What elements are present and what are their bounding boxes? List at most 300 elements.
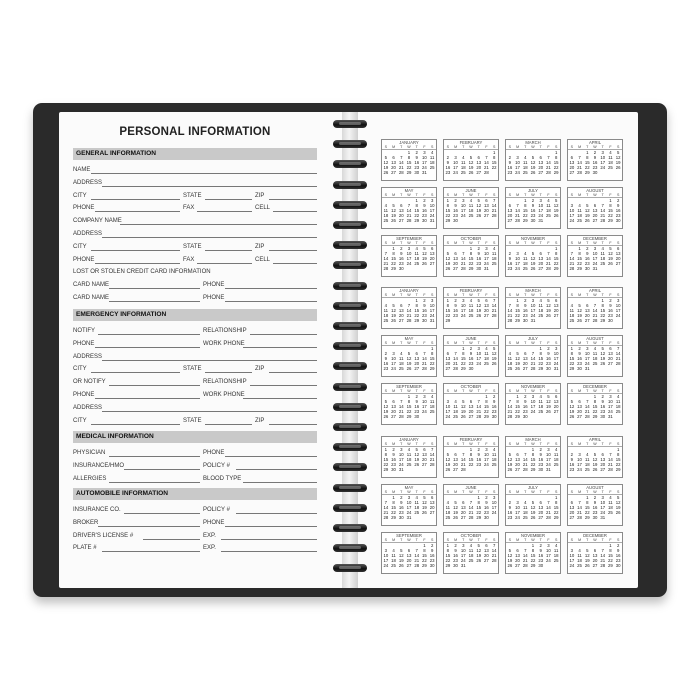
day-grid: 1 2 3 4 5 6 7 8 9 10 11 12 13 14 15 16 17 18 19 20 21 22 23 24 25 26 27 28 29 30 31 [569,246,621,272]
field-line[interactable] [109,456,200,457]
form-row [73,529,317,541]
weekday-header: S M T W T F S [444,193,498,198]
month-calendar [443,287,499,329]
field-label: INSURANCE/HMO [73,462,125,469]
month-name: JANUARY [399,437,419,442]
day-grid: 1 2 3 4 5 6 7 8 9 10 11 12 13 14 15 16 17 18 19 20 21 22 23 24 25 26 27 28 29 [507,150,559,176]
coil-loop [333,443,367,451]
coil-loop [333,484,367,492]
weekday-header: S M T W T F S [506,145,560,150]
day-grid: 1 2 3 4 5 6 7 8 9 10 11 12 13 14 15 16 17 18 19 20 21 22 23 24 25 26 27 28 29 [383,346,435,372]
month-calendar [505,484,561,526]
month-name: OCTOBER [460,236,482,241]
field-line[interactable] [225,456,318,457]
field-label: STATE [183,366,202,373]
month-calendar [567,532,623,574]
field-label: PHONE [203,450,225,456]
form-row [73,516,317,528]
month-calendar [567,187,623,229]
month-name: JANUARY [399,140,419,145]
weekday-header: S M T W T F S [506,193,560,198]
field-label: EXP. [203,532,216,539]
form-row [73,291,317,303]
month-name: MAY [404,336,414,341]
form-row [73,337,317,349]
day-grid: 1 2 3 4 5 6 7 8 9 10 11 12 13 14 15 16 17 18 19 20 21 22 23 24 25 26 27 28 29 30 31 [383,198,435,224]
field-label: PHONE [73,392,95,398]
coil-loop [333,201,367,209]
field-label: FAX [183,256,195,263]
field-label: PHONE [203,282,225,289]
field-line[interactable] [273,211,317,212]
coil-loop [333,181,367,189]
coil-loop [333,241,367,249]
form-row [73,176,317,188]
coil-loop [333,342,367,350]
month-calendar [443,335,499,377]
month-name: MAY [404,485,414,490]
field-label: POLICY # [203,462,230,469]
form-row [73,214,317,226]
month-calendar [443,484,499,526]
month-name: JULY [528,336,538,341]
field-label: FAX [183,205,195,212]
weekday-header: S M T W T F S [506,341,560,346]
day-grid: 1 2 3 4 5 6 7 8 9 10 11 12 13 14 15 16 17 18 19 20 21 22 23 24 25 26 27 28 29 30 31 [383,447,435,473]
day-grid: 1 2 3 4 5 6 7 8 9 10 11 12 13 14 15 16 17 18 19 20 21 22 23 24 25 26 27 28 29 30 31 [445,543,497,569]
month-name: MARCH [525,140,541,145]
weekday-header: S M T W T F S [382,442,436,447]
field-line[interactable] [95,211,181,212]
field-line[interactable] [98,334,200,335]
month-calendar [381,187,437,229]
coil-loop [333,362,367,370]
coil-loop [333,120,367,128]
day-grid: 1 2 3 4 5 6 7 8 9 10 11 12 13 14 15 16 17 18 19 20 21 22 23 24 25 26 27 28 29 30 31 [569,346,621,372]
form-row [73,362,317,374]
month-calendar [505,287,561,329]
field-line[interactable] [250,385,317,386]
day-grid: 1 2 3 4 5 6 7 8 9 10 11 12 13 14 15 16 17 18 19 20 21 22 23 24 25 26 27 28 29 30 31 [383,298,435,324]
day-grid: 1 2 3 4 5 6 7 8 9 10 11 12 13 14 15 16 17 18 19 20 21 22 23 24 25 26 27 28 29 30 31 [383,150,435,176]
day-grid: 1 2 3 4 5 6 7 8 9 10 11 12 13 14 15 16 17 18 19 20 21 22 23 24 25 26 27 28 29 30 31 [445,246,497,272]
day-grid: 1 2 3 4 5 6 7 8 9 10 11 12 13 14 15 16 17 18 19 20 21 22 23 24 25 26 27 28 [445,447,497,473]
month-name: DECEMBER [583,236,607,241]
month-name: FEBRUARY [459,288,483,293]
field-label: WORK PHONE [203,340,245,347]
month-calendar [567,139,623,181]
day-grid: 1 2 3 4 5 6 7 8 9 10 11 12 13 14 15 16 17 18 19 20 21 22 23 24 25 26 27 28 29 [569,447,621,473]
field-label: CITY [73,243,87,250]
field-label: PHONE [203,295,225,301]
field-label: STATE [183,417,202,424]
field-line[interactable] [205,250,253,251]
field-label: RELATIONSHIP [203,379,247,386]
month-calendar [443,532,499,574]
day-grid: 1 2 3 4 5 6 7 8 9 10 11 12 13 14 15 16 17 18 19 20 21 22 23 24 25 26 27 28 29 30 [445,198,497,224]
month-calendar [567,235,623,277]
field-label: BLOOD TYPE [203,475,242,482]
field-label: OR NOTIFY [73,379,106,386]
form-row [73,253,317,265]
month-calendar [443,139,499,181]
form-row [73,459,317,471]
field-label: ADDRESS [73,404,103,411]
month-calendar [381,139,437,181]
form-row [73,388,317,400]
coil-loop [333,463,367,471]
field-label: LOST OR STOLEN CREDIT CARD INFORMATION [73,269,211,276]
weekday-header: S M T W T F S [382,341,436,346]
field-line[interactable] [197,263,252,264]
weekday-header: S M T W T F S [506,389,560,394]
form-row [73,240,317,252]
day-grid: 1 2 3 4 5 6 7 8 9 10 11 12 13 14 15 16 17 18 19 20 21 22 23 24 25 26 27 28 [445,150,497,176]
weekday-header: S M T W T F S [506,241,560,246]
field-line[interactable] [109,301,200,302]
field-line[interactable] [95,263,181,264]
field-label: STATE [183,192,202,199]
field-label: CARD NAME [73,295,110,301]
month-calendar [505,139,561,181]
weekday-header: S M T W T F S [382,241,436,246]
weekday-header: S M T W T F S [444,442,498,447]
form-row [73,324,317,336]
field-line[interactable] [250,334,317,335]
weekday-header: S M T W T F S [568,341,622,346]
month-calendar [381,287,437,329]
form-row [73,472,317,484]
field-line[interactable] [221,539,317,540]
field-label: NAME [73,167,91,173]
field-line[interactable] [124,513,200,514]
coil-loop [333,504,367,512]
field-line[interactable] [236,513,317,514]
weekday-header: S M T W T F S [568,538,622,543]
month-calendar [381,484,437,526]
month-calendar [505,436,561,478]
weekday-header: S M T W T F S [382,389,436,394]
weekday-header: S M T W T F S [444,341,498,346]
form-row [73,189,317,201]
day-grid: 1 2 3 4 5 6 7 8 9 10 11 12 13 14 15 16 17 18 19 20 21 22 23 24 25 26 27 28 29 30 31 [507,198,559,224]
month-calendar [381,436,437,478]
field-line[interactable] [205,424,253,425]
section-heading: EMERGENCY INFORMATION [73,309,317,321]
coil-loop [333,302,367,310]
month-name: FEBRUARY [459,140,483,145]
field-label: ADDRESS [73,353,103,360]
weekday-header: S M T W T F S [506,490,560,495]
field-label: ZIP [255,366,265,373]
field-line[interactable] [120,224,317,225]
coil-loop [333,383,367,391]
field-label: RELATIONSHIP [203,328,247,334]
coil-loop [333,160,367,168]
weekday-header: S M T W T F S [568,293,622,298]
day-grid: 1 2 3 4 5 6 7 8 9 10 11 12 13 14 15 16 17 18 19 20 21 22 23 24 25 26 27 28 29 30 [383,394,435,420]
day-grid: 1 2 3 4 5 6 7 8 9 10 11 12 13 14 15 16 17 18 19 20 21 22 23 24 25 26 27 28 29 [507,246,559,272]
field-label: PHONE [73,256,95,263]
day-grid: 1 2 3 4 5 6 7 8 9 10 11 12 13 14 15 16 17 18 19 20 21 22 23 24 25 26 27 28 29 30 31 [569,394,621,420]
field-label: CITY [73,417,87,424]
weekday-header: S M T W T F S [444,293,498,298]
month-name: JUNE [465,485,477,490]
coil-loop [333,564,367,572]
form-row [73,401,317,413]
weekday-header: S M T W T F S [568,442,622,447]
form-row [73,503,317,515]
weekday-header: S M T W T F S [568,389,622,394]
field-line[interactable] [269,199,317,200]
month-calendar [567,335,623,377]
weekday-header: S M T W T F S [444,538,498,543]
field-line[interactable] [243,347,317,348]
day-grid: 1 2 3 4 5 6 7 8 9 10 11 12 13 14 15 16 17 18 19 20 21 22 23 24 25 26 27 28 29 30 [383,543,435,569]
coil-loop [333,140,367,148]
month-calendar [443,187,499,229]
month-calendar [567,436,623,478]
coil-loop [333,221,367,229]
month-name: AUGUST [586,336,604,341]
month-name: SEPTEMBER [396,384,422,389]
month-name: JULY [528,485,538,490]
month-name: AUGUST [586,485,604,490]
field-line[interactable] [102,237,317,238]
month-calendar [443,383,499,425]
section-heading: MEDICAL INFORMATION [73,431,317,443]
month-calendar [381,532,437,574]
weekday-header: S M T W T F S [444,145,498,150]
field-line[interactable] [91,250,180,251]
field-line[interactable] [205,372,253,373]
field-label: NOTIFY [73,328,95,334]
field-line[interactable] [221,551,317,552]
day-grid: 1 2 3 4 5 6 7 8 9 10 11 12 13 14 15 16 17 18 19 20 21 22 23 24 25 26 27 28 29 30 [507,543,559,569]
month-calendar [567,383,623,425]
weekday-header: S M T W T F S [382,293,436,298]
month-name: NOVEMBER [521,384,545,389]
form-row [73,414,317,426]
month-name: APRIL [588,437,602,442]
form-row [73,265,317,277]
wire-binding [333,120,367,580]
field-line[interactable] [269,372,317,373]
field-line[interactable] [95,347,201,348]
coil-loop [333,261,367,269]
weekday-header: S M T W T F S [568,241,622,246]
field-label: ALLERGIES [73,475,107,482]
day-grid: 1 2 3 4 5 6 7 8 9 10 11 12 13 14 15 16 17 18 19 20 21 22 23 24 25 26 27 28 29 30 31 [383,495,435,521]
weekday-header: S M T W T F S [506,442,560,447]
form-row [73,350,317,362]
field-line[interactable] [102,551,200,552]
form-row [73,163,317,175]
month-calendar [505,235,561,277]
month-name: SEPTEMBER [396,236,422,241]
month-name: APRIL [588,288,602,293]
coil-loop [333,322,367,330]
field-label: DRIVER'S LICENSE # [73,532,134,539]
form-row [73,446,317,458]
section-heading: GENERAL INFORMATION [73,148,317,160]
day-grid: 1 2 3 4 5 6 7 8 9 10 11 12 13 14 15 16 17 18 19 20 21 22 23 24 25 26 27 28 29 30 [507,394,559,420]
field-line[interactable] [91,173,317,174]
weekday-header: S M T W T F S [382,193,436,198]
weekday-header: S M T W T F S [568,193,622,198]
field-label: CELL [255,205,271,212]
weekday-header: S M T W T F S [382,490,436,495]
day-grid: 1 2 3 4 5 6 7 8 9 10 11 12 13 14 15 16 17 18 19 20 21 22 23 24 25 26 27 28 29 30 [445,346,497,372]
field-label: ADDRESS [73,179,103,186]
month-calendar [381,383,437,425]
day-grid: 1 2 3 4 5 6 7 8 9 10 11 12 13 14 15 16 17 18 19 20 21 22 23 24 25 26 27 28 29 30 [569,543,621,569]
field-line[interactable] [109,482,200,483]
field-line[interactable] [225,526,318,527]
field-label: POLICY # [203,507,230,513]
month-calendar [381,335,437,377]
month-calendar [567,484,623,526]
field-line[interactable] [124,469,200,470]
day-grid: 1 2 3 4 5 6 7 8 9 10 11 12 13 14 15 16 17 18 19 20 21 22 23 24 25 26 27 28 29 30 31 [507,346,559,372]
field-label: PHONE [203,519,225,526]
weekday-header: S M T W T F S [444,490,498,495]
month-name: JUNE [465,188,477,193]
day-grid: 1 2 3 4 5 6 7 8 9 10 11 12 13 14 15 16 17 18 19 20 21 22 23 24 25 26 27 28 29 30 [569,198,621,224]
month-name: SEPTEMBER [396,533,422,538]
day-grid: 1 2 3 4 5 6 7 8 9 10 11 12 13 14 15 16 17 18 19 20 21 22 23 24 25 26 27 28 29 30 [383,246,435,272]
field-line[interactable] [269,424,317,425]
month-name: NOVEMBER [521,533,545,538]
field-label: INSURANCE CO. [73,507,121,513]
field-label: PHONE [73,205,95,212]
day-grid: 1 2 3 4 5 6 7 8 9 10 11 12 13 14 15 16 17 18 19 20 21 22 23 24 25 26 27 28 29 30 [445,394,497,420]
section-heading: AUTOMOBILE INFORMATION [73,488,317,500]
field-label: ZIP [255,192,265,199]
field-line[interactable] [197,211,252,212]
field-label: CARD NAME [73,282,110,289]
field-line[interactable] [269,250,317,251]
month-name: APRIL [588,140,602,145]
form-row [73,201,317,213]
month-name: JANUARY [399,288,419,293]
month-calendar [505,187,561,229]
field-label: CITY [73,366,87,373]
field-line[interactable] [225,288,318,289]
month-name: FEBRUARY [459,437,483,442]
form-row [73,278,317,290]
month-name: DECEMBER [583,533,607,538]
day-grid: 1 2 3 4 5 6 7 8 9 10 11 12 13 14 15 16 17 18 19 20 21 22 23 24 25 26 27 28 29 [507,495,559,521]
month-calendar [505,532,561,574]
day-grid: 1 2 3 4 5 6 7 8 9 10 11 12 13 14 15 16 17 18 19 20 21 22 23 24 25 26 27 28 29 30 31 [507,298,559,324]
month-name: NOVEMBER [521,236,545,241]
month-calendar [443,235,499,277]
form-row [73,375,317,387]
coil-loop [333,423,367,431]
weekday-header: S M T W T F S [382,538,436,543]
day-grid: 1 2 3 4 5 6 7 8 9 10 11 12 13 14 15 16 17 18 19 20 21 22 23 24 25 26 27 28 29 [445,298,497,324]
month-calendar [505,335,561,377]
field-line[interactable] [102,411,317,412]
field-line[interactable] [143,539,200,540]
month-name: MARCH [525,288,541,293]
day-grid: 1 2 3 4 5 6 7 8 9 10 11 12 13 14 15 16 17 18 19 20 21 22 23 24 25 26 27 28 29 30 31 [569,495,621,521]
month-calendar [567,287,623,329]
form-row [73,227,317,239]
field-label: EXP. [203,545,216,552]
field-line[interactable] [205,199,253,200]
coil-loop [333,544,367,552]
month-calendar [443,436,499,478]
field-label: ADDRESS [73,231,103,237]
field-label: PLATE # [73,545,97,552]
field-line[interactable] [91,372,180,373]
field-line[interactable] [95,398,201,399]
coil-loop [333,403,367,411]
month-name: MAY [404,188,414,193]
month-name: OCTOBER [460,384,482,389]
day-grid: 1 2 3 4 5 6 7 8 9 10 11 12 13 14 15 16 17 18 19 20 21 22 23 24 25 26 27 28 29 30 [569,150,621,176]
field-line[interactable] [109,288,200,289]
coil-loop [333,282,367,290]
field-label: STATE [183,243,202,250]
weekday-header: S M T W T F S [568,490,622,495]
month-name: AUGUST [586,188,604,193]
field-label: CITY [73,192,87,199]
field-line[interactable] [102,360,317,361]
weekday-header: S M T W T F S [568,145,622,150]
month-name: JUNE [465,336,477,341]
form-row [73,541,317,553]
month-name: OCTOBER [460,533,482,538]
field-label: PHYSICIAN [73,450,106,456]
field-label: WORK PHONE [203,392,245,398]
page-title: PERSONAL INFORMATION [119,126,271,138]
field-line[interactable] [102,186,317,187]
field-line[interactable] [91,424,180,425]
field-label: COMPANY NAME [73,218,122,225]
day-grid: 1 2 3 4 5 6 7 8 9 10 11 12 13 14 15 16 17 18 19 20 21 22 23 24 25 26 27 28 29 30 31 [507,447,559,473]
field-label: BROKER [73,519,99,526]
weekday-header: S M T W T F S [382,145,436,150]
weekday-header: S M T W T F S [506,293,560,298]
weekday-header: S M T W T F S [444,241,498,246]
field-line[interactable] [109,385,200,386]
coil-loop [333,524,367,532]
field-line[interactable] [225,301,318,302]
field-label: CELL [255,256,271,263]
month-calendar [505,383,561,425]
month-name: JULY [528,188,538,193]
field-line[interactable] [236,469,317,470]
day-grid: 1 2 3 4 5 6 7 8 9 10 11 12 13 14 15 16 17 18 19 20 21 22 23 24 25 26 27 28 29 30 [569,298,621,324]
field-label: ZIP [255,417,265,424]
month-calendar [381,235,437,277]
weekday-header: S M T W T F S [444,389,498,394]
field-label: ZIP [255,243,265,250]
field-line[interactable] [273,263,317,264]
field-label: PHONE [73,340,95,347]
field-line[interactable] [243,482,317,483]
day-grid: 1 2 3 4 5 6 7 8 9 10 11 12 13 14 15 16 17 18 19 20 21 22 23 24 25 26 27 28 29 30 [445,495,497,521]
month-name: DECEMBER [583,384,607,389]
field-line[interactable] [98,526,200,527]
field-line[interactable] [243,398,317,399]
weekday-header: S M T W T F S [506,538,560,543]
month-name: MARCH [525,437,541,442]
field-line[interactable] [91,199,180,200]
